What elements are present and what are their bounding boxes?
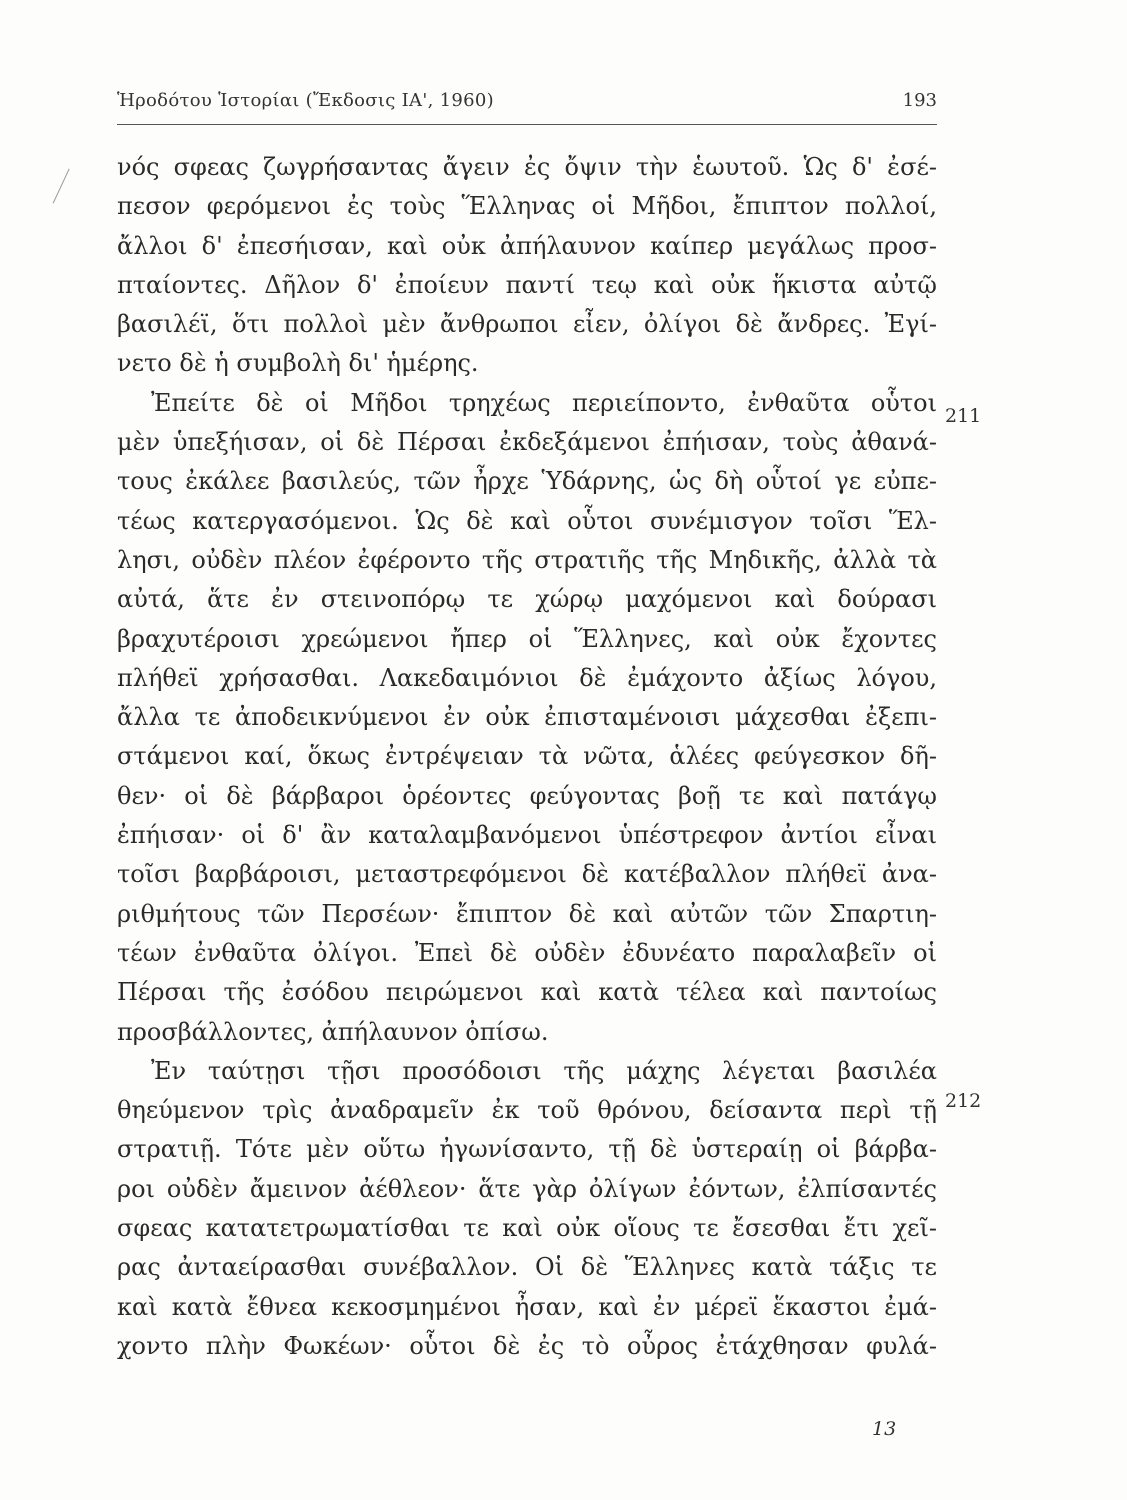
text-line: νός σφεας ζωγρήσαντας ἄγειν ἐς ὄψιν τὴν ἑωυτοῦ. Ὡς δ' ἐσέ- <box>117 153 937 181</box>
chapter-number-211: 211 <box>945 405 982 427</box>
text-line: στάμενοι καί, ὅκως ἐντρέψειαν τὰ νῶτα, ἁλέες φεύγεσκον δῆ- <box>117 742 937 771</box>
text-line: τέων ἐνθαῦτα ὀλίγοι. Ἐπεὶ δὲ οὐδὲν ἐδυνέατο παραλαβεῖν οἱ <box>117 938 937 967</box>
text-line: τέως κατεργασόμενοι. Ὡς δὲ καὶ οὗτοι συνέμισγον τοῖσι Ἕλ- <box>117 506 937 535</box>
header-rule <box>117 124 937 125</box>
text-line: τους ἐκάλεε βασιλεύς, τῶν ἦρχε Ὑδάρνης, ὡς δὴ οὗτοί γε εὐπε- <box>117 467 937 496</box>
text-line: ριθμήτους τῶν Περσέων· ἔπιπτον δὲ καὶ αὐτῶν τῶν Σπαρτιη- <box>117 899 937 928</box>
text-line: Πέρσαι τῆς ἐσόδου πειρώμενοι καὶ κατὰ τέλεα καὶ παντοίως <box>117 978 937 1007</box>
text-line: πεσον φερόμενοι ἐς τοὺς Ἕλληνας οἱ Μῆδοι, ἔπιπτον πολλοί, <box>117 192 937 221</box>
text-line: βραχυτέροισι χρεώμενοι ἤπερ οἱ Ἕλληνες, καὶ οὐκ ἔχοντες <box>117 624 937 653</box>
text-line: χοντο πλὴν Φωκέων· οὗτοι δὲ ἐς τὸ οὖρος ἐτάχθησαν φυλά- <box>117 1331 937 1360</box>
text-line: στρατιῇ. Τότε μὲν οὕτω ἠγωνίσαντο, τῇ δὲ ὑστεραίῃ οἱ βάρβα- <box>117 1135 937 1164</box>
stray-pen-mark <box>53 169 83 210</box>
text-line: πλήθεϊ χρήσασθαι. Λακεδαιμόνιοι δὲ ἐμάχοντο ἀξίως λόγου, <box>117 663 937 692</box>
text-line: Ἐν ταύτῃσι τῇσι προσόδοισι τῆς μάχης λέγεται βασιλέα <box>151 1056 937 1085</box>
running-title: Ἡροδότου Ἱστορίαι (Ἔκδοσις ΙΑ', 1960) <box>117 90 494 111</box>
paragraph-line-with-chapter-number <box>117 384 937 423</box>
text-line: ρας ἀνταείρασθαι συνέβαλλον. Οἱ δὲ Ἕλληνες κατὰ τάξις τε <box>117 1253 937 1282</box>
chapter-number-212: 212 <box>945 1090 982 1112</box>
page-number: 193 <box>902 90 937 111</box>
text-line: αὐτά, ἅτε ἐν στεινοπόρῳ τε χώρῳ μαχόμενοι καὶ δούρασι <box>117 585 937 614</box>
text-line: θηεύμενον τρὶς ἀναδραμεῖν ἐκ τοῦ θρόνου, δείσαντα περὶ τῇ <box>117 1096 937 1125</box>
page-header <box>117 84 937 124</box>
body-text <box>117 148 937 1366</box>
text-line: μὲν ὑπεξήισαν, οἱ δὲ Πέρσαι ἐκδεξάμενοι ἐπήισαν, τοὺς ἀθανά- <box>117 428 937 457</box>
text-line: καὶ κατὰ ἔθνεα κεκοσμημένοι ἦσαν, καὶ ἐν μέρεϊ ἕκαστοι ἐμά- <box>117 1292 937 1321</box>
text-line: βασιλέϊ, ὅτι πολλοὶ μὲν ἄνθρωποι εἶεν, ὀλίγοι δὲ ἄνδρες. Ἐγί- <box>117 310 937 339</box>
text-line: πταίοντες. Δῆλον δ' ἐποίευν παντί τεῳ καὶ οὐκ ἥκιστα αὐτῷ <box>117 270 937 299</box>
text-line: ἐπήισαν· οἱ δ' ἂν καταλαμβανόμενοι ὑπέστρεφον ἀντίοι εἶναι <box>117 821 937 850</box>
text-line: ροι οὐδὲν ἄμεινον ἀέθλεον· ἅτε γὰρ ὀλίγων ἐόντων, ἐλπίσαντές <box>117 1174 937 1203</box>
text-line: προσβάλλοντες, ἀπήλαυνον ὀπίσω. <box>117 1017 549 1046</box>
text-line: λησι, οὐδὲν πλέον ἐφέροντο τῆς στρατιῆς τῆς Μηδικῆς, ἀλλὰ τὰ <box>117 545 937 574</box>
signature-mark: 13 <box>872 1418 897 1440</box>
text-line: ἄλλα τε ἀποδεικνύμενοι ἐν οὐκ ἐπισταμένοισι μάχεσθαι ἐξεπι- <box>117 703 937 732</box>
paragraph-line-with-chapter-number <box>117 1052 937 1091</box>
text-line: Ἐπείτε δὲ οἱ Μῆδοι τρηχέως περιείποντο, ἐνθαῦτα οὗτοι <box>151 388 937 417</box>
text-line: τοῖσι βαρβάροισι, μεταστρεφόμενοι δὲ κατέβαλλον πλήθεϊ ἀνα- <box>117 860 937 889</box>
text-line: θεν· οἱ δὲ βάρβαροι ὁρέοντες φεύγοντας βοῇ τε καὶ πατάγῳ <box>117 781 937 810</box>
text-line: σφεας κατατετρωματίσθαι τε καὶ οὐκ οἵους τε ἔσεσθαι ἔτι χεῖ- <box>117 1214 937 1243</box>
text-line: νετο δὲ ἡ συμβολὴ δι' ἡμέρης. <box>117 349 479 378</box>
text-line: ἄλλοι δ' ἐπεσήισαν, καὶ οὐκ ἀπήλαυνον καίπερ μεγάλως προσ- <box>117 231 937 260</box>
